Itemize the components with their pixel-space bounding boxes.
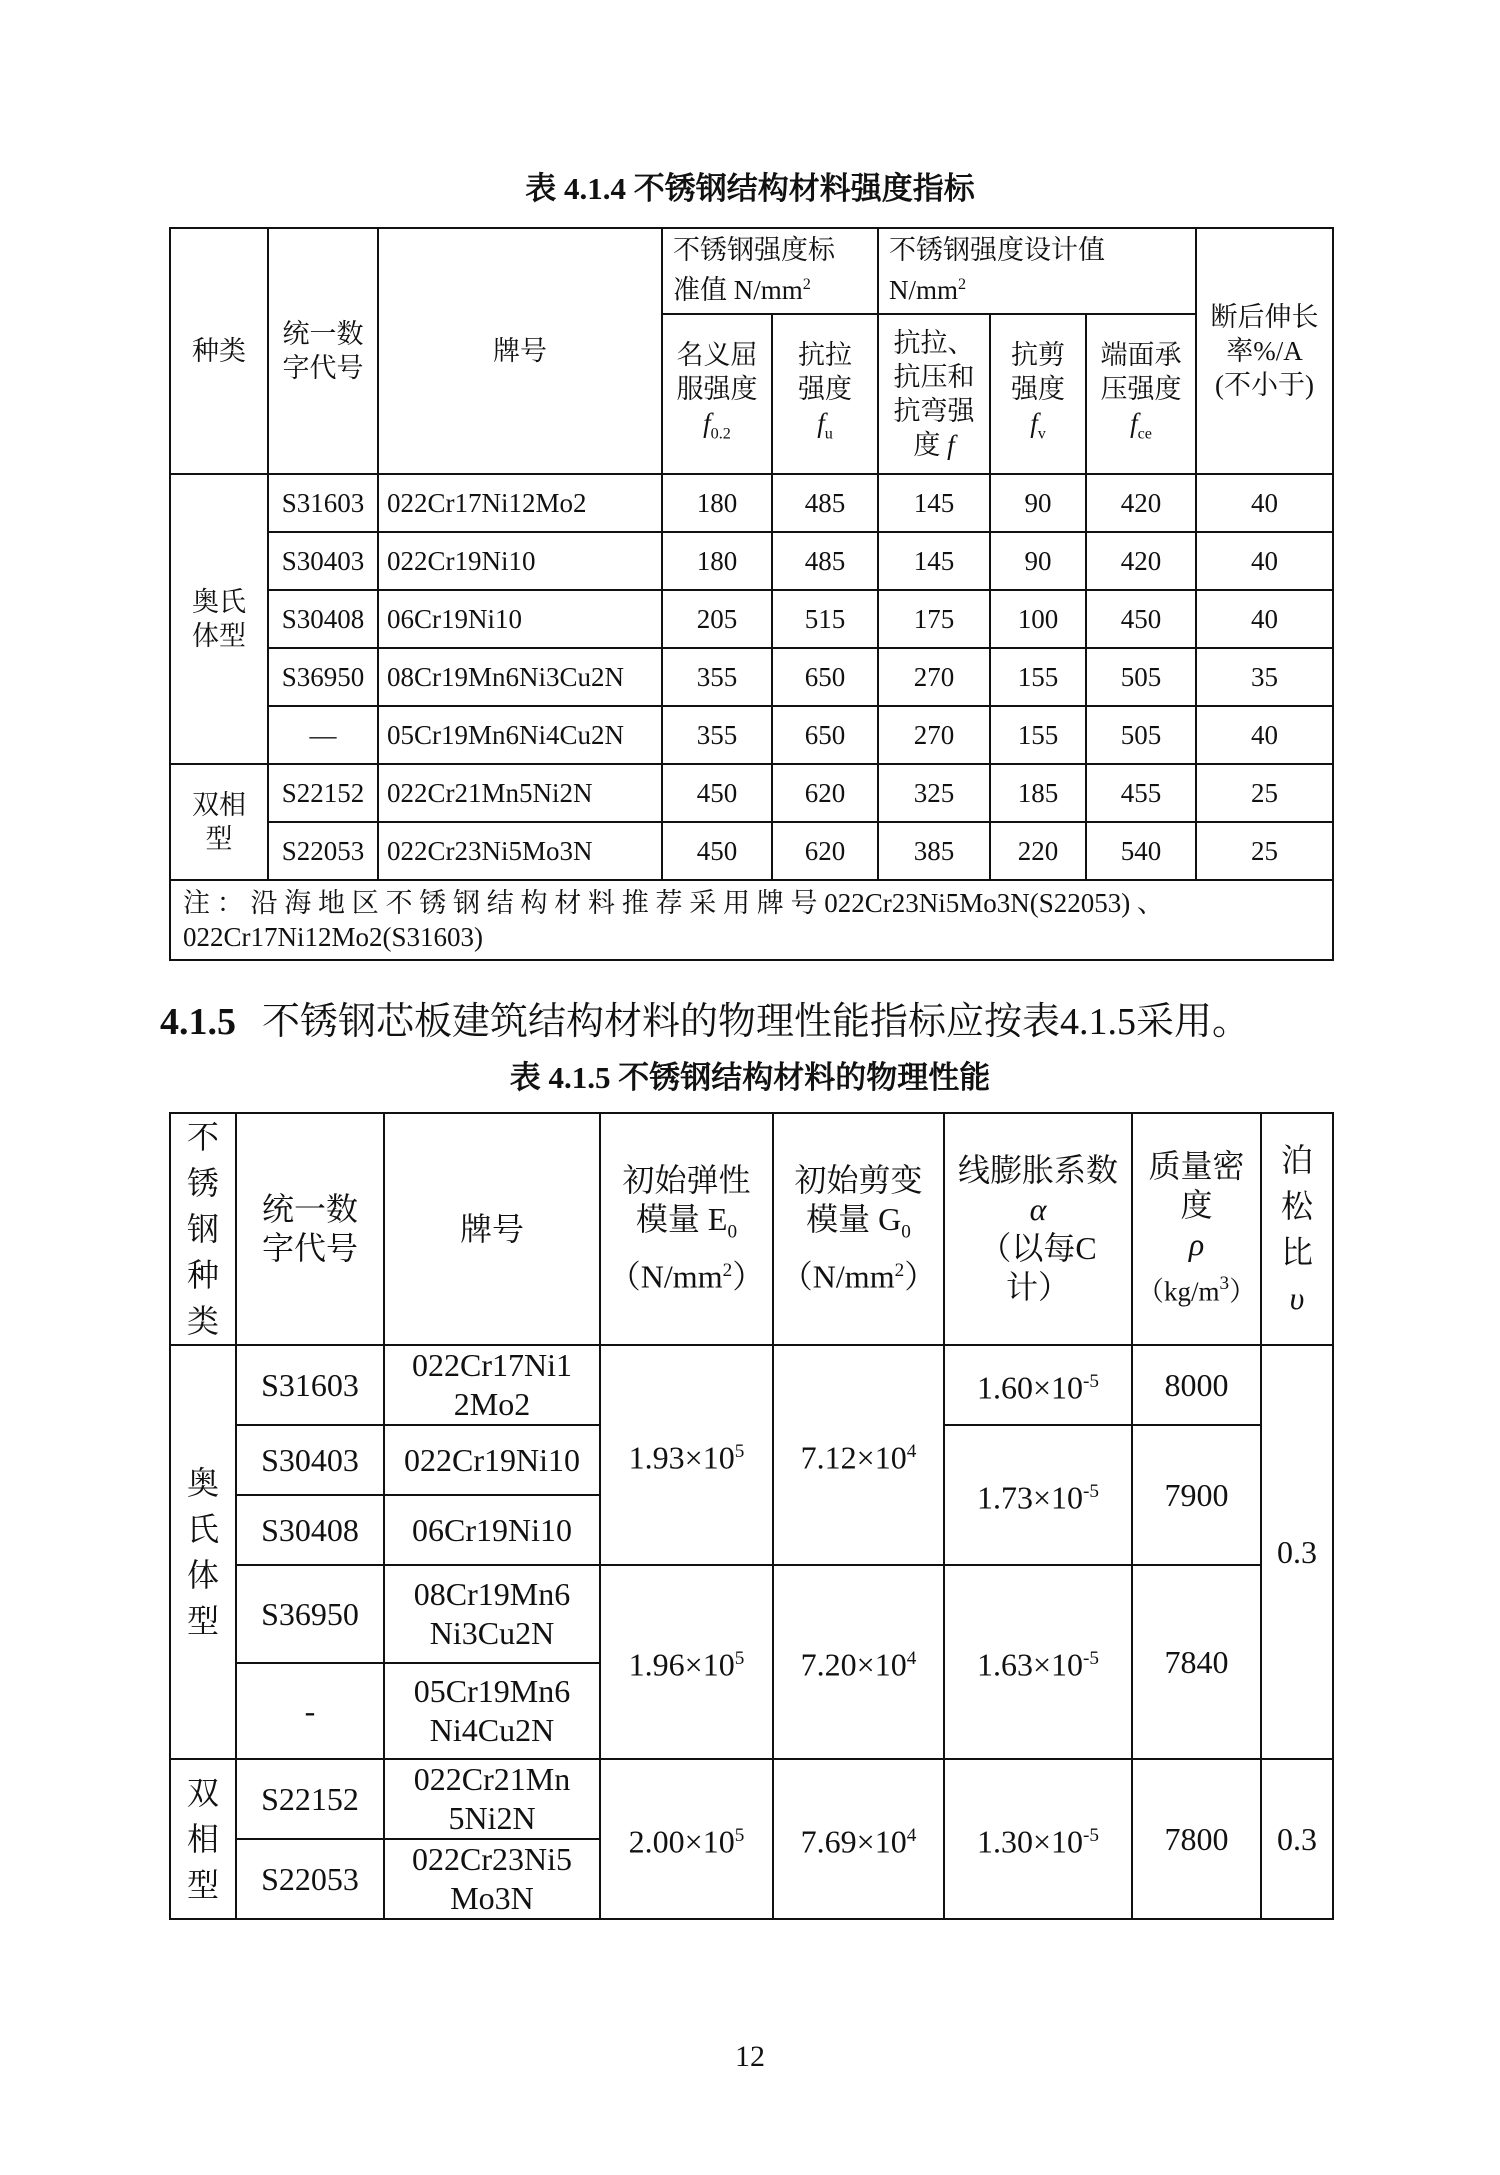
cell-fv: 90 <box>990 532 1086 590</box>
cell-thermal-expansion: $1.63\times 10^{-5}$ <box>944 1565 1132 1759</box>
cell-elongation: 40 <box>1196 590 1333 648</box>
cell-poisson-ratio: 0.3 <box>1261 1759 1333 1919</box>
cell-fu: 620 <box>772 822 878 880</box>
cell-fu: 485 <box>772 474 878 532</box>
cell-fv: 155 <box>990 706 1086 764</box>
cell-code: S36950 <box>236 1565 384 1663</box>
cell-grade: 08Cr19Mn6 Ni3Cu2N <box>384 1565 600 1663</box>
cell-fce: 450 <box>1086 590 1196 648</box>
header-density: 质量密度 ρ $(kg/m^3)$ <box>1132 1113 1261 1345</box>
group-austenitic: 奥氏体型 <box>170 474 268 764</box>
cell-grade: 022Cr21Mn 5Ni2N <box>384 1759 600 1839</box>
cell-grade: 022Cr19Ni10 <box>378 532 662 590</box>
group-duplex: 双相型 <box>170 764 268 880</box>
cell-poisson-ratio: 0.3 <box>1261 1345 1333 1759</box>
cell-grade: 022Cr23Ni5 Mo3N <box>384 1839 600 1919</box>
cell-code: - <box>236 1663 384 1759</box>
cell-grade: 022Cr21Mn5Ni2N <box>378 764 662 822</box>
cell-code: S22152 <box>236 1759 384 1839</box>
clause-text: 4.1.5 不锈钢芯板建筑结构材料的物理性能指标应按表4.1.5采用。 <box>160 1001 1251 1043</box>
cell-fce: 455 <box>1086 764 1196 822</box>
header-yield-strength: 名义屈 服强度 $f_{0.2}$ <box>662 314 772 474</box>
group-duplex: 双 相 型 <box>170 1759 236 1919</box>
table-row <box>170 764 1333 822</box>
header-poisson-ratio: 泊 松 比 υ <box>1261 1113 1333 1345</box>
cell-grade: 06Cr19Ni10 <box>378 590 662 648</box>
header-code: 统一数 字代号 <box>236 1113 384 1345</box>
cell-elongation: 40 <box>1196 532 1333 590</box>
table-row <box>170 1759 1333 1839</box>
table-row <box>170 1565 1333 1663</box>
table-caption: 表 4.1.5 不锈钢结构材料的物理性能 <box>509 1060 991 1095</box>
table-row <box>170 532 1333 590</box>
cell-code: — <box>268 706 378 764</box>
cell-f02: 180 <box>662 532 772 590</box>
strength-table <box>169 227 1334 961</box>
cell-thermal-expansion: $1.30\times 10^{-5}$ <box>944 1759 1132 1919</box>
cell-fce: 505 <box>1086 706 1196 764</box>
cell-thermal-expansion: $1.73\times 10^{-5}$ <box>944 1425 1132 1565</box>
physical-properties-table <box>169 1112 1334 1920</box>
cell-grade: 022Cr19Ni10 <box>384 1425 600 1495</box>
cell-fce: 420 <box>1086 474 1196 532</box>
cell-f02: 450 <box>662 822 772 880</box>
cell-shear-modulus: $7.69\times 10^4$ <box>773 1759 944 1919</box>
cell-fce: 420 <box>1086 532 1196 590</box>
cell-thermal-expansion: $1.60\times 10^{-5}$ <box>944 1345 1132 1425</box>
cell-fce: 540 <box>1086 822 1196 880</box>
cell-code: S22053 <box>268 822 378 880</box>
cell-f: 385 <box>878 822 990 880</box>
cell-fu: 650 <box>772 648 878 706</box>
cell-grade: 06Cr19Ni10 <box>384 1495 600 1565</box>
cell-f: 145 <box>878 474 990 532</box>
cell-f02: 205 <box>662 590 772 648</box>
header-standard-group: 不锈钢强度标 准值 $N/mm^2$ <box>662 228 878 314</box>
cell-code: S30408 <box>268 590 378 648</box>
header-kind: 不 锈 钢 种 类 <box>170 1113 236 1345</box>
cell-grade: 022Cr23Ni5Mo3N <box>378 822 662 880</box>
header-grade: 牌号 <box>378 228 662 474</box>
cell-density: 7800 <box>1132 1759 1261 1919</box>
cell-elongation: 40 <box>1196 706 1333 764</box>
cell-fv: 100 <box>990 590 1086 648</box>
table-row <box>170 474 1333 532</box>
cell-code: S31603 <box>236 1345 384 1425</box>
cell-f02: 355 <box>662 648 772 706</box>
table-row <box>170 590 1333 648</box>
cell-density: 8000 <box>1132 1345 1261 1425</box>
cell-elastic-modulus: $2.00\times 10^5$ <box>600 1759 773 1919</box>
cell-code: S22053 <box>236 1839 384 1919</box>
cell-elastic-modulus: $1.96\times 10^5$ <box>600 1565 773 1759</box>
table-caption: 表 4.1.4 不锈钢结构材料强度指标 <box>525 171 975 206</box>
cell-fu: 650 <box>772 706 878 764</box>
cell-fv: 220 <box>990 822 1086 880</box>
cell-fv: 185 <box>990 764 1086 822</box>
cell-grade: 08Cr19Mn6Ni3Cu2N <box>378 648 662 706</box>
cell-grade: 05Cr19Mn6Ni4Cu2N <box>378 706 662 764</box>
cell-code: S30403 <box>236 1425 384 1495</box>
cell-f: 270 <box>878 648 990 706</box>
table-note: 注 ： 沿 海 地 区 不 锈 钢 结 构 材 料 推 荐 采 用 牌 号 022Cr23Ni5Mo3N(S22053) 、 022Cr17Ni12Mo2(S31603) <box>170 880 1333 960</box>
cell-grade: 022Cr17Ni12Mo2 <box>378 474 662 532</box>
page-number: 12 <box>735 2040 765 2073</box>
cell-grade: 05Cr19Mn6 Ni4Cu2N <box>384 1663 600 1759</box>
header-elongation: 断后伸长 率%/A (不小于) <box>1196 228 1333 474</box>
cell-f: 270 <box>878 706 990 764</box>
cell-code: S36950 <box>268 648 378 706</box>
table-row <box>170 1345 1333 1425</box>
cell-fu: 515 <box>772 590 878 648</box>
cell-f: 145 <box>878 532 990 590</box>
group-austenitic: 奥 氏 体 型 <box>170 1345 236 1759</box>
cell-code: S30403 <box>268 532 378 590</box>
cell-elongation: 25 <box>1196 764 1333 822</box>
header-tensile-strength: 抗拉 强度 $f_u$ <box>772 314 878 474</box>
cell-f02: 180 <box>662 474 772 532</box>
header-kind: 种类 <box>170 228 268 474</box>
cell-f: 325 <box>878 764 990 822</box>
cell-code: S31603 <box>268 474 378 532</box>
header-design-group: 不锈钢强度设计值 $N/mm^2$ <box>878 228 1196 314</box>
table-row <box>170 706 1333 764</box>
header-design-strength: 抗拉、 抗压和 抗弯强 度 f <box>878 314 990 474</box>
header-code: 统一数字代号 <box>268 228 378 474</box>
header-elastic-modulus: 初始弹性 模量 $E_0$ $(N/mm^2)$ <box>600 1113 773 1345</box>
table-row <box>170 648 1333 706</box>
cell-fce: 505 <box>1086 648 1196 706</box>
cell-code: S30408 <box>236 1495 384 1565</box>
cell-fu: 620 <box>772 764 878 822</box>
cell-f02: 450 <box>662 764 772 822</box>
header-thermal-expansion: 线膨胀系数 α （以每C计） <box>944 1113 1132 1345</box>
cell-elongation: 35 <box>1196 648 1333 706</box>
header-shear-modulus: 初始剪变 模量 $G_0$ $(N/mm^2)$ <box>773 1113 944 1345</box>
cell-shear-modulus: $7.20\times 10^4$ <box>773 1565 944 1759</box>
header-grade: 牌号 <box>384 1113 600 1345</box>
cell-fu: 485 <box>772 532 878 590</box>
cell-f02: 355 <box>662 706 772 764</box>
cell-elongation: 40 <box>1196 474 1333 532</box>
cell-elongation: 25 <box>1196 822 1333 880</box>
cell-fv: 155 <box>990 648 1086 706</box>
header-shear-strength: 抗剪 强度 $f_v$ <box>990 314 1086 474</box>
cell-code: S22152 <box>268 764 378 822</box>
header-bearing-strength: 端面承 压强度 $f_{ce}$ <box>1086 314 1196 474</box>
cell-density: 7840 <box>1132 1565 1261 1759</box>
cell-f: 175 <box>878 590 990 648</box>
cell-grade: 022Cr17Ni1 2Mo2 <box>384 1345 600 1425</box>
cell-shear-modulus: $7.12\times 10^4$ <box>773 1345 944 1565</box>
table-row <box>170 822 1333 880</box>
cell-elastic-modulus: $1.93\times 10^5$ <box>600 1345 773 1565</box>
cell-fv: 90 <box>990 474 1086 532</box>
cell-density: 7900 <box>1132 1425 1261 1565</box>
